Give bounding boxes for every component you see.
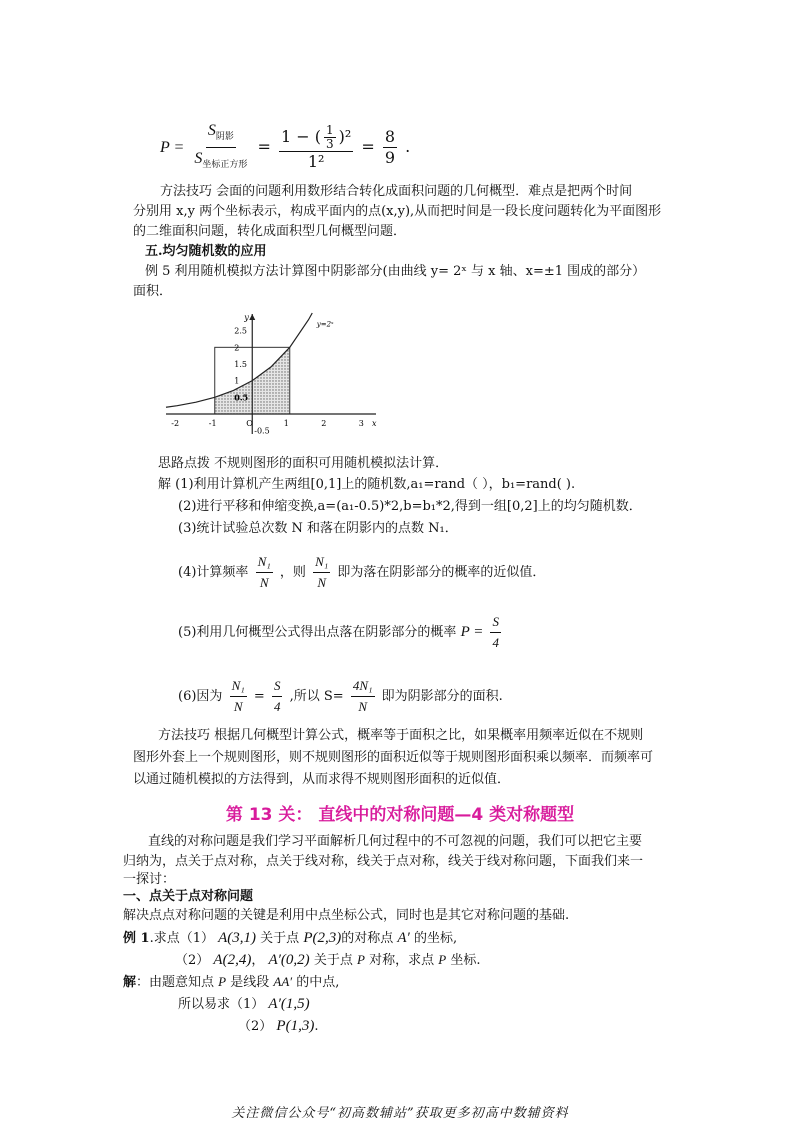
example1-text-b: 关于点 [260, 931, 300, 946]
solution-line2-text: 所以易求（1） [178, 997, 265, 1012]
x-tick-label: O [246, 419, 253, 428]
step4-fraction-1 [256, 552, 273, 593]
step6-num-3: 4N₁ [351, 676, 375, 697]
step6-mid: ,所以 S= [289, 689, 344, 704]
point-a-2: A(2,4) [213, 952, 252, 968]
intro-line3: 一探讨： [123, 872, 176, 887]
x-tick-label: 1 [283, 419, 289, 428]
step6-post: 即为阴影部分的面积. [381, 689, 503, 704]
step4-num-2: N₁ [313, 552, 330, 573]
example1-label: 例 1 [123, 931, 150, 946]
example1-line2-comma: ， [251, 953, 265, 968]
ex5-line1: 例 5 利用随机模拟方法计算图中阴影部分(由曲线 y= 2ˣ 与 x 轴、x=±1 围成的部分） [145, 264, 646, 279]
y-tick-label: 1.5 [234, 360, 247, 369]
intro-line1: 直线的对称问题是我们学习平面解析几何过程中的不可忽视的问题，我们可以把它主要 [148, 834, 643, 849]
curve-label: y=2ˣ [316, 320, 334, 329]
tip1-line2: 分别用 x,y 两个坐标表示，构成平面内的点(x,y),从而把时间是一段长度问题转化为平面图形 [133, 204, 662, 219]
tip1-line3: 的二维面积问题，转化成面积型几何概型问题． [133, 224, 407, 239]
formula-result-num: 8 [384, 127, 396, 147]
y-tick-label: 1 [234, 376, 240, 386]
y-tick-label: -0.5 [254, 426, 270, 436]
formula-eq-2: = [361, 137, 375, 157]
section5-heading: 五.均匀随机数的应用 [145, 244, 267, 259]
solution-label: 解 [123, 975, 137, 990]
answer-p: P(1,3) [276, 1018, 315, 1034]
example1-line2-text-c: 对称，求点 [369, 953, 435, 968]
formula-one-minus: 1 − ( [280, 126, 321, 146]
step6-den-2: 4 [273, 699, 281, 714]
step6-fraction-2 [272, 676, 283, 717]
formula-s-shadow-sub: 阴影 [215, 132, 234, 143]
section1-description: 解决点点对称问题的关键是利用中点坐标公式，同时也是其它对称问题的基础. [123, 908, 570, 923]
step4-mid: ，则 [279, 565, 306, 580]
point-a: A(3,1) [218, 930, 257, 946]
tip2-line1: 方法技巧 根据几何概型计算公式，概率等于面积之比，如果概率用频率近似在不规则 [158, 728, 644, 743]
probability-formula [160, 120, 410, 175]
segment-aa-prime: AA′ [273, 974, 293, 989]
formula-s-square-sub: 坐标正方形 [202, 160, 248, 171]
point-p-3: P [438, 952, 447, 967]
y-axis-label: y [244, 313, 249, 322]
step4-den-2: N [317, 575, 326, 590]
footer-note: 关注微信公众号“初高数辅站”获取更多初高中数辅资料 [231, 1106, 569, 1121]
solution-point-p: P [218, 974, 227, 989]
ex5-line2: 面积． [133, 284, 173, 299]
example1-line2 [175, 951, 480, 970]
answer-a-prime: A′(1,5) [268, 996, 310, 1012]
formula-eq-1: = [257, 137, 271, 157]
y-tick-label: 2 [234, 343, 240, 353]
step6-den-1: N [233, 699, 243, 714]
intro-line2: 归纳为，点关于点对称，点关于线对称，线关于点对称，线关于线对称问题，下面我们来一 [123, 854, 644, 869]
exponential-chart [158, 308, 388, 448]
step4-num-1: N₁ [256, 552, 273, 573]
step4-pre: (4)计算频率 [178, 565, 249, 580]
y-axis-arrow [249, 314, 255, 320]
tip2-line3: 以通过随机模拟的方法得到，从而求得不规则图形面积的近似值． [133, 772, 511, 787]
level13-title: 第 13 关： 直线中的对称问题—4 类对称题型 [225, 805, 575, 825]
x-tick-label: -2 [171, 419, 180, 428]
step4-fraction-2 [313, 552, 330, 593]
example1-line1 [123, 929, 457, 948]
y-tick-label: 0.5 [234, 392, 249, 403]
formula-result [383, 127, 397, 168]
step5-den: 4 [492, 635, 499, 650]
formula-area-ratio [192, 120, 249, 175]
formula-s-square: S [194, 150, 203, 168]
formula-third-num: 1 [325, 122, 334, 137]
x-axis-label: x [372, 419, 377, 428]
solution-line2 [178, 995, 310, 1014]
step6-fraction-1 [230, 676, 247, 717]
step5-pre: (5)利用几何概型公式得出点落在阴影部分的概率 [178, 625, 457, 640]
solution-text-b: 是线段 [230, 975, 270, 990]
point-a-prime-2: A′(0,2) [268, 952, 310, 968]
example1-text-a: .求点（1） [149, 931, 214, 946]
example1-line2-text-a: （2） [175, 953, 210, 968]
step3-line: (3)统计试验总次数 N 和落在阴影内的点数 N₁． [178, 521, 458, 536]
tip2-line2: 图形外套上一个规则图形，则不规则图形的面积近似等于规则图形面积乘以频率．而频率可 [133, 750, 654, 765]
y-tick-label: 2.5 [234, 326, 247, 336]
formula-middle-fraction [279, 124, 353, 172]
solution-text-c: 的中点, [296, 975, 340, 990]
step6-pre: (6)因为 [178, 689, 223, 704]
tip1-line1: 方法技巧 会面的问题利用数形结合转化成面积问题的几何概型．难点是把两个时间 [160, 184, 633, 199]
step6-line [178, 676, 503, 717]
x-tick-label: 2 [321, 419, 327, 428]
step6-num-1: N₁ [230, 676, 247, 697]
solution-line3-text: （2） [238, 1019, 273, 1034]
example1-line2-text-b: 关于点 [313, 953, 353, 968]
formula-s-shadow: S [207, 122, 216, 139]
step5-fraction [490, 612, 501, 653]
point-p: P(2,3) [303, 930, 342, 946]
step4-den-1: N [259, 575, 269, 590]
example1-text-c: 的对称点 [341, 931, 394, 946]
point-a-prime: A′ [397, 930, 410, 946]
formula-third-den: 3 [325, 136, 334, 151]
solution-text-a: ：由题意知点 [136, 975, 215, 990]
solution-line1 [123, 973, 339, 992]
answer-dot: . [314, 1019, 319, 1034]
example1-line2-text-d: 坐标. [450, 953, 481, 968]
formula-p: P = [160, 139, 185, 157]
example1-text-d: 的坐标, [413, 931, 458, 946]
point-p-2: P [356, 952, 365, 967]
step1-line: 解 (1)利用计算机产生两组[0,1]上的随机数,a₁=rand（ ），b₁=rand( ). [158, 477, 576, 492]
formula-result-den: 9 [384, 148, 396, 168]
step6-num-2: S [272, 676, 283, 697]
step6-eq: = [253, 689, 265, 704]
step6-den-3: N [358, 699, 367, 714]
x-tick-label: 3 [358, 419, 364, 428]
step4-line [178, 552, 545, 593]
solution-line3 [238, 1017, 318, 1036]
hint-line: 思路点拨 不规则图形的面积可用随机模拟法计算． [158, 456, 449, 471]
formula-denominator: 1² [307, 151, 325, 171]
x-tick-label: -1 [208, 419, 217, 428]
step5-num: S [490, 612, 501, 633]
section1-heading: 一、点关于点对称问题 [123, 889, 254, 904]
formula-close-sq: )² [338, 126, 352, 146]
step5-line [178, 612, 504, 653]
formula-dot: . [405, 137, 411, 157]
step4-post: 即为落在阴影部分的概率的近似值． [337, 565, 546, 580]
step2-line: (2)进行平移和伸缩变换,a=(a₁-0.5)*2,b=b₁*2,得到一组[0,2]上的均匀随机数． [178, 499, 642, 514]
step5-p: P = [460, 624, 484, 640]
step6-fraction-3 [351, 676, 375, 717]
